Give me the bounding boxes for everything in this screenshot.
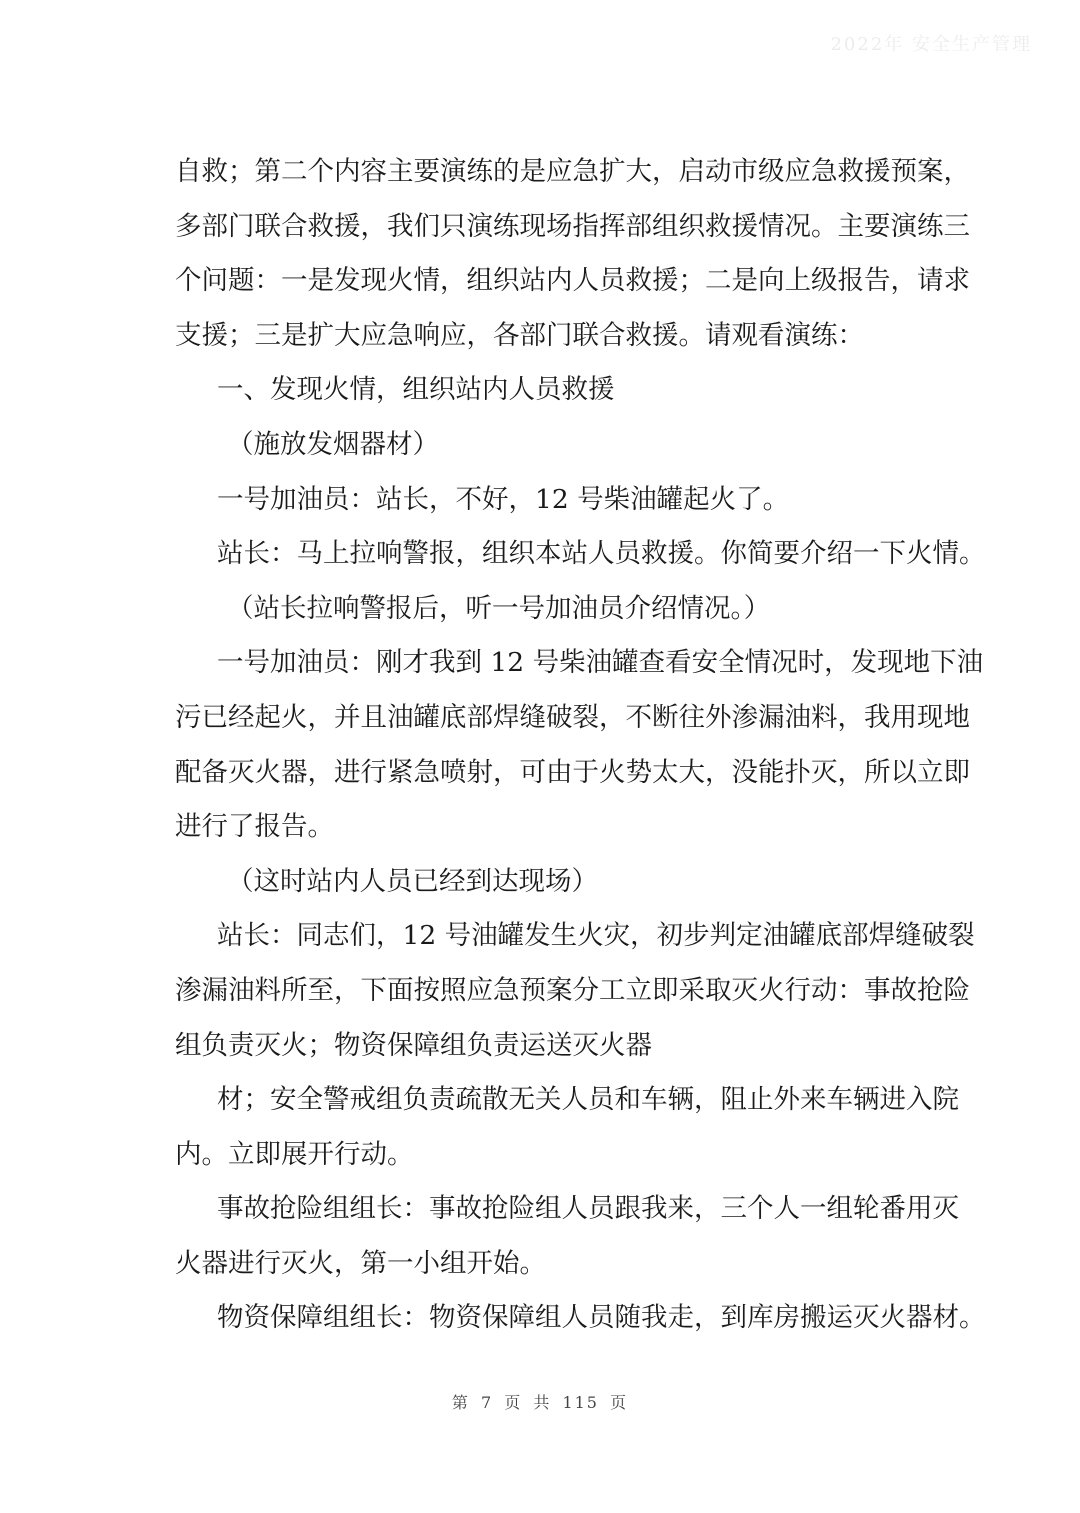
dialogue-line: 站长：马上拉响警报，组织本站人员救援。你简要介绍一下火情。	[217, 538, 986, 570]
text-line: 进行了报告。	[175, 811, 334, 843]
text-line: 污已经起火，并且油罐底部焊缝破裂，不断往外渗漏油料，我用现地	[175, 701, 970, 733]
dialogue-line: 站长：同志们，12 号油罐发生火灾，初步判定油罐底部焊缝破裂	[217, 920, 975, 952]
text-line: 配备灭火器，进行紧急喷射，可由于火势太大，没能扑灭，所以立即	[175, 756, 970, 788]
text-line: 材；安全警戒组负责疏散无关人员和车辆，阻止外来车辆进入院	[217, 1084, 959, 1116]
dialogue-line: 物资保障组组长：物资保障组人员随我走，到库房搬运灭火器材。	[217, 1302, 986, 1334]
dialogue-line: 事故抢险组组长：事故抢险组人员跟我来，三个人一组轮番用灭	[217, 1193, 959, 1225]
section-heading: 一、发现火情，组织站内人员救援	[217, 374, 615, 406]
text-line-1: 自救；第二个内容主要演练的是应急扩大，启动市级应急救援预案，	[175, 156, 970, 187]
stage-direction: （这时站内人员已经到达现场）	[227, 865, 598, 897]
document-body	[175, 145, 986, 1346]
text-line-2: 多部门联合救援，我们只演练现场指挥部组织救援情况。主要演练三	[175, 210, 970, 242]
stage-direction: （施放发烟器材）	[227, 428, 439, 460]
page-number-footer: 第 7 页 共 115 页	[451, 1393, 629, 1412]
watermark-text: 2022年 安全生产管理	[830, 34, 1032, 55]
text-line: 渗漏油料所至，下面按照应急预案分工立即采取灭火行动：事故抢险	[175, 974, 970, 1006]
stage-direction: （站长拉响警报后，听一号加油员介绍情况。）	[227, 592, 771, 624]
text-line-3: 个问题：一是发现火情，组织站内人员救援；二是向上级报告，请求	[175, 265, 970, 297]
text-line: 内。立即展开行动。	[175, 1138, 414, 1170]
text-line-4: 支援；三是扩大应急响应，各部门联合救援。请观看演练：	[175, 319, 864, 351]
text-line: 组负责灭火；物资保障组负责运送灭火器	[175, 1029, 652, 1061]
dialogue-line: 一号加油员：站长，不好，12 号柴油罐起火了。	[217, 483, 790, 515]
text-line: 火器进行灭火，第一小组开始。	[175, 1247, 546, 1279]
dialogue-line: 一号加油员：刚才我到 12 号柴油罐查看安全情况时，发现地下油	[217, 647, 984, 679]
